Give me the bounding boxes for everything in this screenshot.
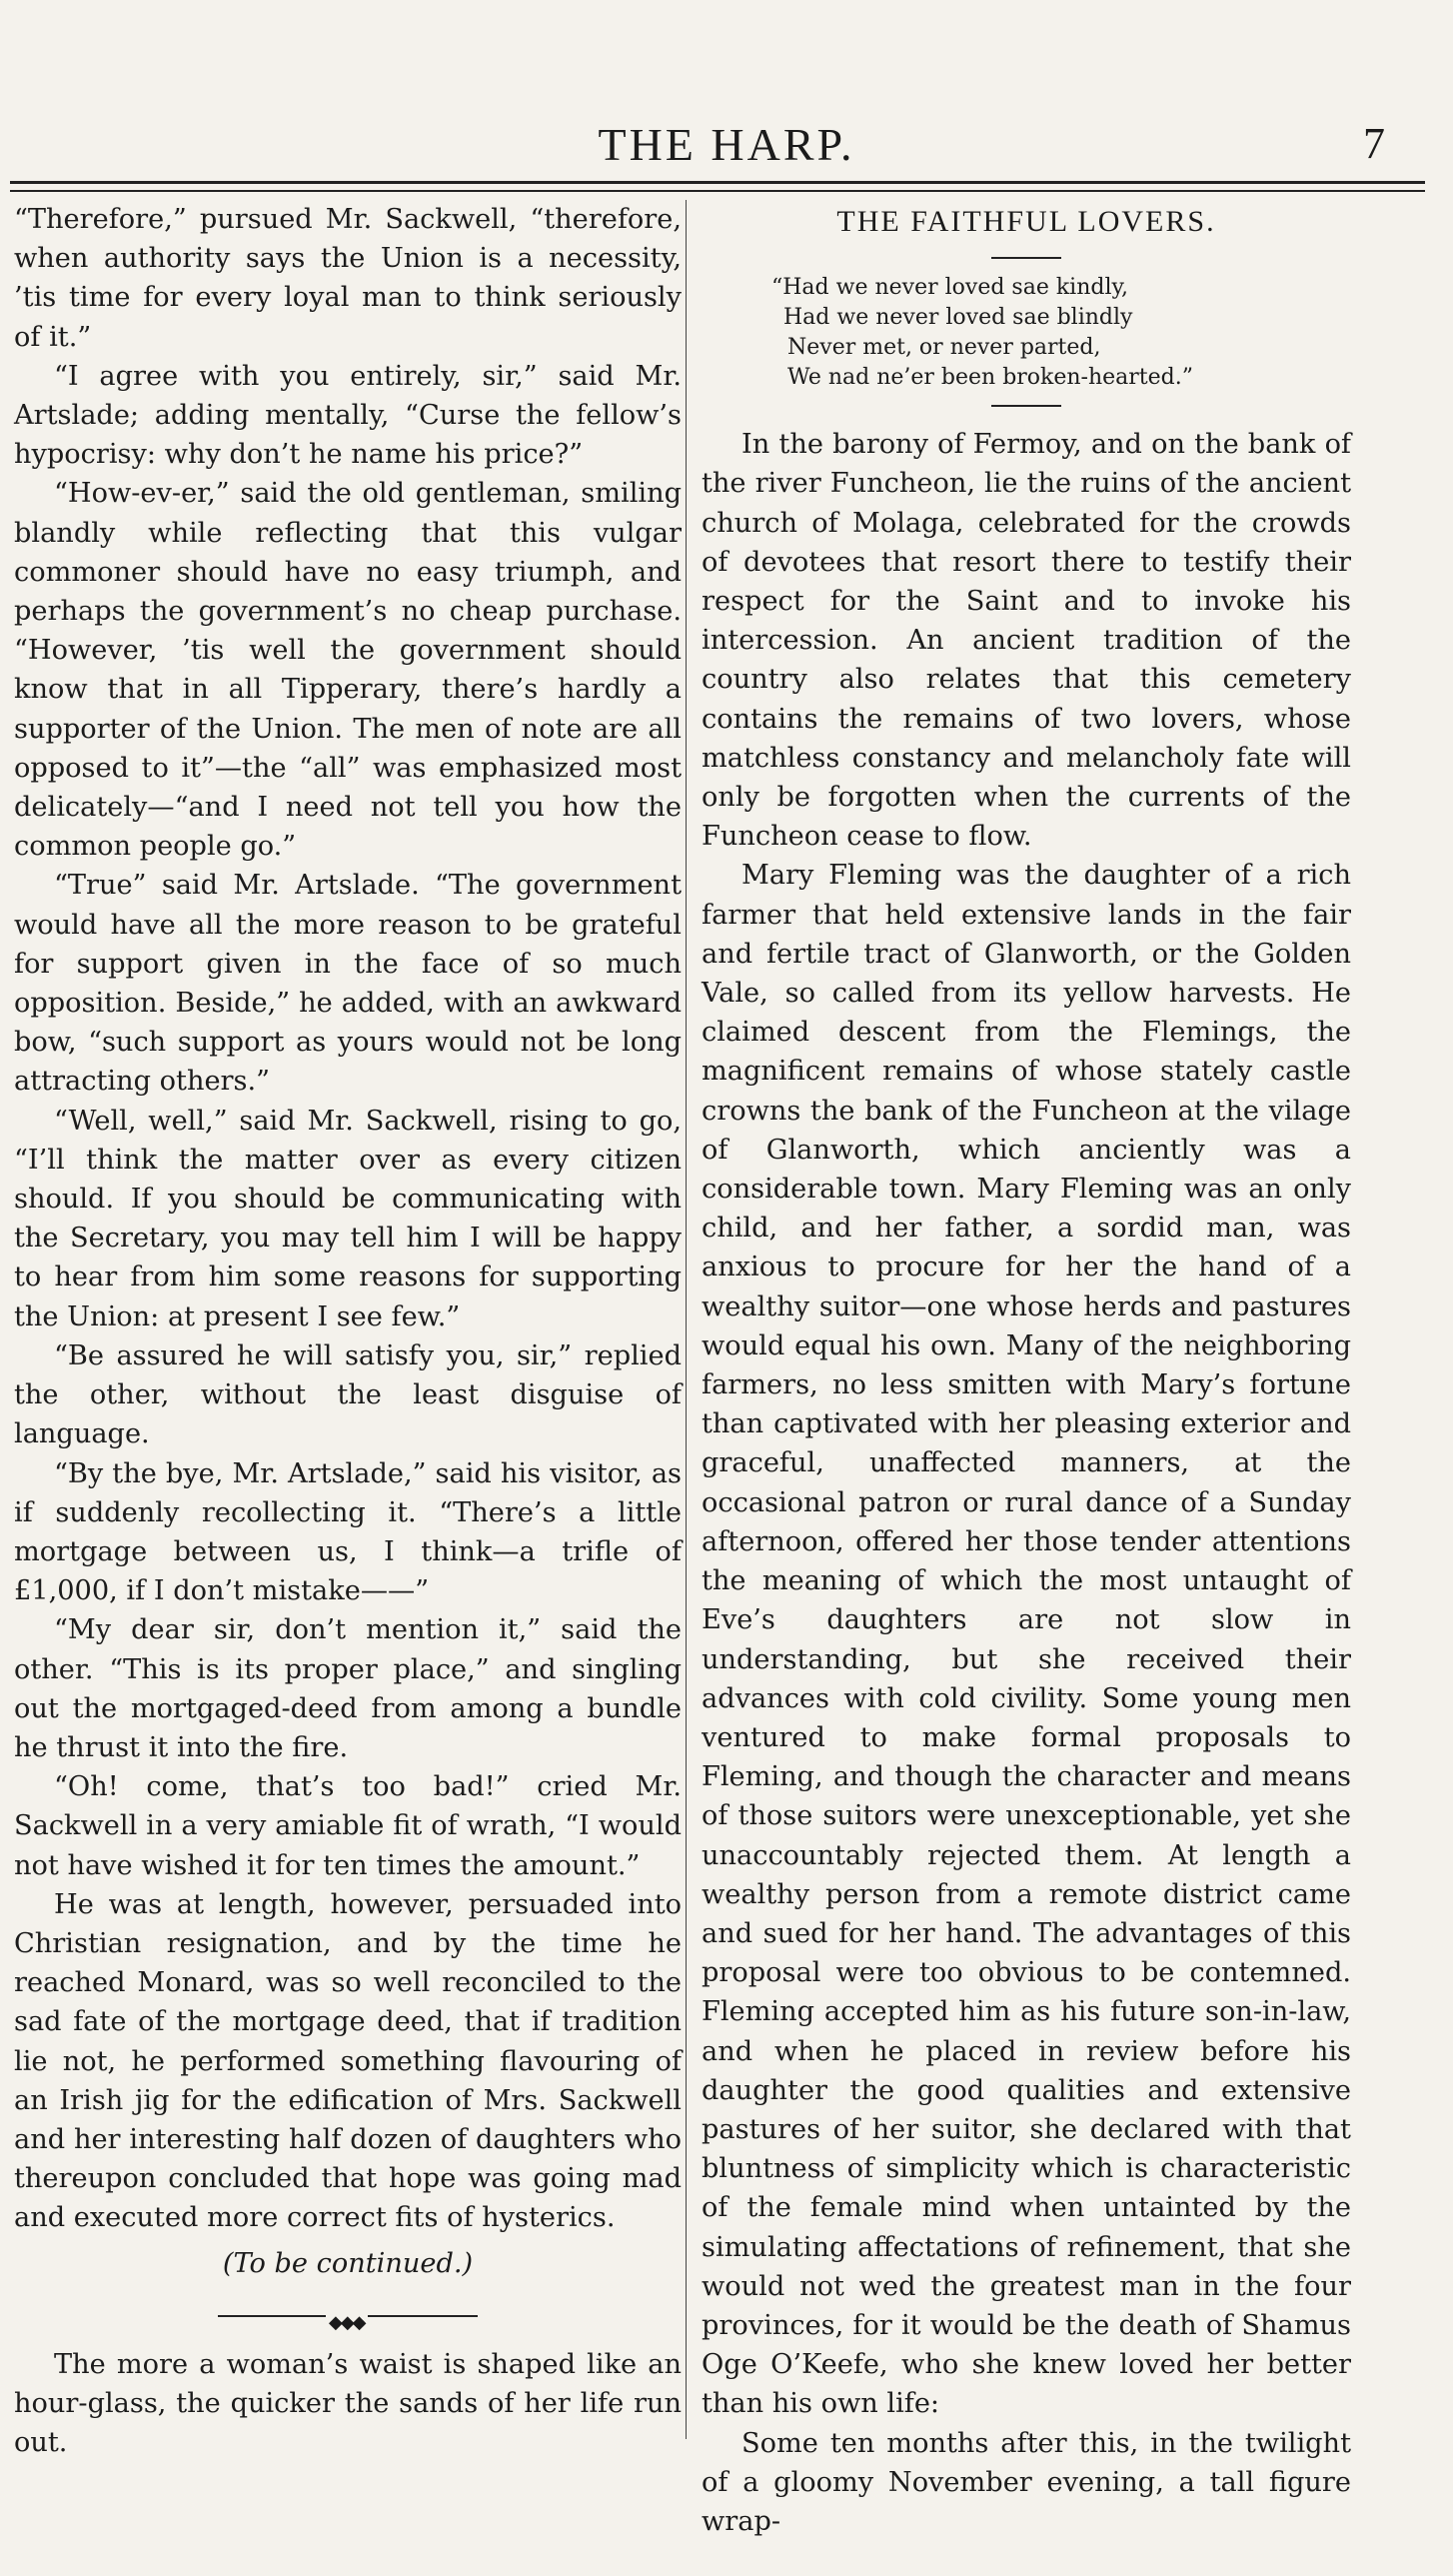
- right-column: [702, 200, 1351, 2541]
- masthead-rule-top: [10, 181, 1425, 184]
- filler-paragraph: The more a woman’s waist is shaped like an hour-glass, the quicker the sands of her life run out.: [14, 2348, 682, 2459]
- epigraph-line: Had we never loved sae blindly: [783, 305, 1133, 331]
- ornament-dots: ◆◆◆: [326, 2303, 368, 2342]
- epigraph-line: We nad ne’er been broken-hearted.”: [787, 365, 1193, 391]
- story-paragraph: “Well, well,” said Mr. Sackwell, rising to go, “I’ll think the matter over as every citizen should. If you should be communicating with the Secretary, you may tell him I will be happy to hear from him some reasons for supporting the Union: at present I see few.”: [14, 1105, 682, 1332]
- to-be-continued-note: (To be continued.): [222, 2247, 474, 2279]
- epigraph-rule: [991, 405, 1061, 407]
- article-paragraph: Mary Fleming was the daughter of a rich farmer that held extensive lands in the fair and fertile tract of Glanworth, or the Golden Vale, so called from its yellow harvests. He claimed descent from the Flemings, the magnificent remains of whose stately castle crowns the bank of the Funcheon at the vilage of Glanworth, which anciently was a considerable town. Mary Fleming was an only child, and her father, a sordid man, was anxious to procure for her the hand of a wealthy suitor—one whose herds and pastures would equal his own. Many of the neighboring farmers, no less smitten with Mary’s fortune than captivated with her pleasing exterior and graceful, unaffected manners, at the occasional patron or rural dance of a Sunday afternoon, offered her those tender attentions the meaning of which the most untaught of Eve’s daughters are not slow in understanding, but she received their advances with cold civility. Some young men ventured to make formal proposals to Fleming, and though the character and means of those suitors were unexceptionable, yet she unaccountably rejected them. At length a wealthy person from a remote district came and sued for her hand. The advantages of this proposal were too obvious to be contemned. Fleming accepted him as his future son-in-law, and when he placed in review before his daughter the good qualities and extensive pastures of her suitor, she declared with that bluntness of simplicity which is characteristic of the female mind when untainted by the simulating affectations of refinement, that she would not wed the greatest man in the four provinces, for it would be the death of Shamus Oge O’Keefe, who she knew loved her better than his own life:: [702, 860, 1351, 2420]
- publication-title: THE HARP.: [598, 119, 855, 170]
- story-paragraph: “Therefore,” pursued Mr. Sackwell, “therefore, when authority says the Union is a necessity, ’tis time for every loyal man to think seriously of it.”: [14, 204, 682, 353]
- column-divider: [686, 200, 687, 2439]
- article-paragraph: Some ten months after this, in the twilight of a gloomy November evening, a tall figure wrap-: [702, 2427, 1351, 2537]
- article-paragraph: In the barony of Fermoy, and on the bank of the river Funcheon, lie the ruins of the ancient church of Molaga, celebrated for the crowds of devotees that resort there to testify their respect for the Saint and to invoke his intercession. An ancient tradition of the country also relates that this cemetery contains the remains of two lovers, whose matchless constancy and melancholy fate will only be forgotten when the currents of the Funcheon cease to flow.: [702, 429, 1351, 853]
- epigraph-line: “Had we never loved sae kindly,: [771, 275, 1128, 301]
- story-paragraph: “I agree with you entirely, sir,” said Mr. Artslade; adding mentally, “Curse the fellow’s hypocrisy: why don’t he name his price?”: [14, 360, 682, 471]
- story-paragraph: He was at length, however, persuaded into Christian resignation, and by the time he reached Monard, was so well reconciled to the sad fate of the mortgage deed, that if tradition lie not, he performed something flavouring of an Irish jig for the edification of Mrs. Sackwell and her interesting half dozen of daughters who thereupon concluded that hope was going mad and executed more correct fits of hysterics.: [14, 1888, 682, 2234]
- epigraph: [702, 273, 1351, 393]
- article-title: THE FAITHFUL LOVERS.: [836, 205, 1216, 238]
- left-column: [14, 200, 682, 2462]
- masthead: [0, 118, 1453, 178]
- title-rule: [991, 257, 1061, 259]
- section-ornament: [218, 2311, 478, 2333]
- story-paragraph: “Oh! come, that’s too bad!” cried Mr. Sackwell in a very amiable fit of wrath, “I would not have wished it for ten times the amount.”: [14, 1771, 682, 1881]
- story-paragraph: “True” said Mr. Artslade. “The government would have all the more reason to be grateful for support given in the face of so much opposition. Beside,” he added, with an awkward bow, “such support as yours would not be long attracting others.”: [14, 870, 682, 1098]
- masthead-rule-bottom: [10, 190, 1425, 192]
- story-paragraph: “Be assured he will satisfy you, sir,” replied the other, without the least disguise of language.: [14, 1339, 682, 1450]
- story-paragraph: “My dear sir, don’t mention it,” said the other. “This is its proper place,” and singling out the mortgaged-deed from among a bundle he thrust it into the fire.: [14, 1614, 682, 1763]
- story-paragraph: “How-ev-er,” said the old gentleman, smiling blandly while reflecting that this vulgar commoner should have no easy triumph, and perhaps the government’s no cheap purchase. “However, ’tis well the government should know that in all Tipperary, there’s hardly a supporter of the Union. The men of note are all opposed to it”—the “all” was emphasized most delicately—“and I need not tell you how the common people go.”: [14, 478, 682, 863]
- story-paragraph: “By the bye, Mr. Artslade,” said his visitor, as if suddenly recollecting it. “There’s a little mortgage between us, I think—a trifle of £1,000, if I don’t mistake——”: [14, 1457, 682, 1607]
- epigraph-line: Never met, or never parted,: [787, 335, 1101, 361]
- page-number: 7: [1363, 119, 1385, 168]
